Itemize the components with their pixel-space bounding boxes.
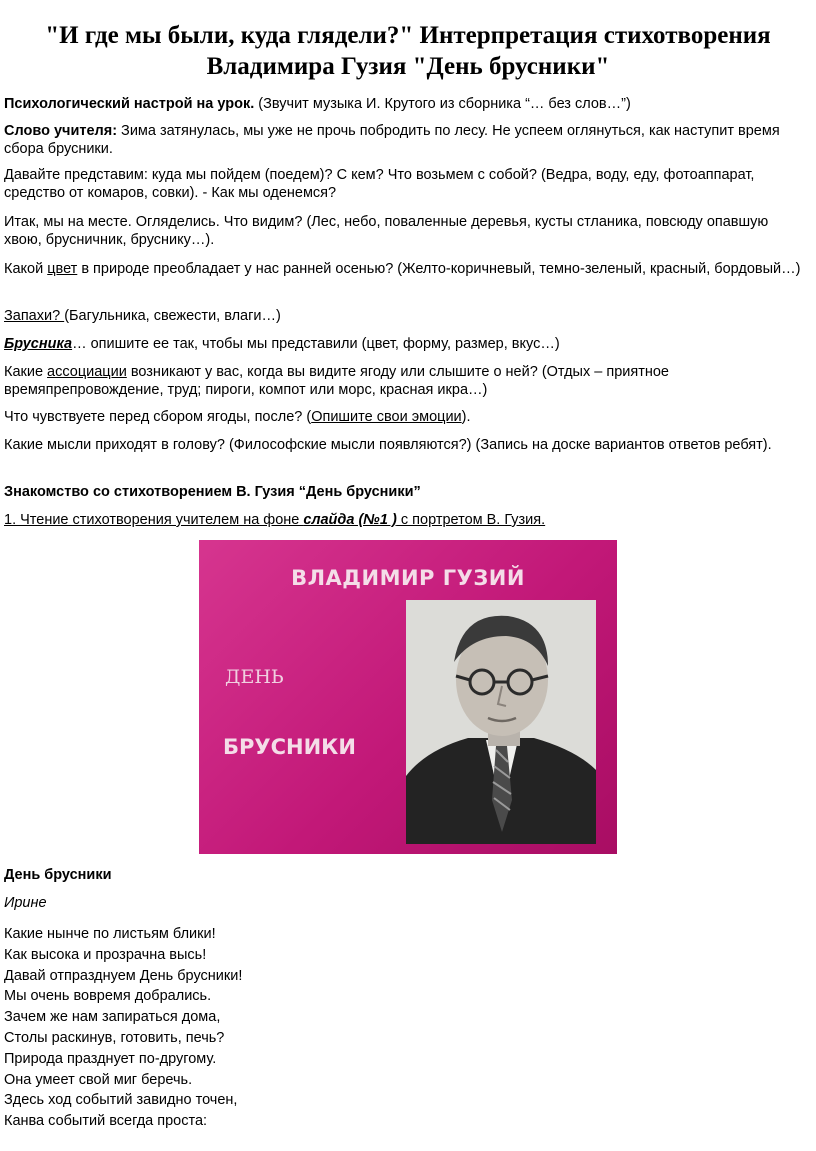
poem-line: Природа празднует по-другому. bbox=[4, 1050, 217, 1067]
berry-paragraph bbox=[4, 335, 804, 353]
color-paragraph bbox=[4, 260, 804, 278]
poem-dedication: Ирине bbox=[4, 895, 47, 911]
berry-word: Брусника bbox=[4, 336, 73, 352]
mood-paragraph bbox=[4, 95, 804, 113]
smells-word: Запахи? bbox=[4, 308, 65, 324]
color-post: в природе преобладает у нас ранней осенью? (Желто-коричневый, темно-зеленый, красный, бордовый…) bbox=[77, 261, 801, 277]
poem-line: Она умеет свой миг беречь. bbox=[4, 1071, 193, 1088]
poem-title: День брусники bbox=[4, 867, 112, 883]
assoc-post: возникают у вас, когда вы видите ягоду или слышите о ней? (Отдых – приятное времяпрепровождение, труд; пироги, компот или морс, красная икра…) bbox=[4, 364, 669, 398]
feel-pre: Что чувствуете перед сбором ягоды, после? ( bbox=[4, 409, 312, 425]
smells-paragraph bbox=[4, 307, 804, 325]
slide-author: ВЛАДИМИР ГУЗИЙ bbox=[291, 566, 525, 590]
feelings-paragraph bbox=[4, 408, 804, 426]
arrived-paragraph: Итак, мы на месте. Огляделись. Что видим? (Лес, небо, поваленные деревья, кусты стланика, повсюду опавшую хвою, брусничник, бруснику…). bbox=[4, 214, 769, 248]
feel-post: ). bbox=[461, 409, 471, 425]
imagine-paragraph: Давайте представим: куда мы пойдем (поедем)? С кем? Что возьмем с собой? (Ведра, воду, еду, фотоаппарат, средство от комаров, совки). - Как мы оденемся? bbox=[4, 167, 755, 201]
author-portrait bbox=[406, 600, 596, 844]
feel-link: Опишите свои эмоции bbox=[311, 409, 462, 425]
reading-paragraph bbox=[4, 511, 804, 529]
poem-text bbox=[4, 924, 604, 1132]
mood-label: Психологический настрой на урок. bbox=[4, 96, 255, 112]
poem-line: Столы раскинув, готовить, печь? bbox=[4, 1029, 225, 1046]
poem-line: Зачем же нам запираться дома, bbox=[4, 1009, 221, 1026]
page-title bbox=[0, 20, 816, 82]
portrait-illustration bbox=[406, 600, 596, 844]
poem-line: Мы очень вовремя добрались. bbox=[4, 988, 212, 1005]
slide-word-day: ДЕНЬ bbox=[225, 666, 284, 688]
reading-post: с портретом В. Гузия. bbox=[396, 512, 546, 528]
poem-line: Канва событий всегда проста: bbox=[4, 1113, 208, 1130]
intro-heading: Знакомство со стихотворением В. Гузия “День брусники” bbox=[4, 484, 421, 500]
poem-line: Какие нынче по листьям блики! bbox=[4, 926, 216, 942]
poem-line: Давай отпразднуем День брусники! bbox=[4, 967, 243, 984]
assoc-pre: Какие bbox=[4, 364, 48, 380]
slide-image bbox=[199, 540, 617, 854]
associations-paragraph bbox=[4, 363, 804, 399]
assoc-word: ассоциации bbox=[47, 364, 127, 380]
color-pre: Какой bbox=[4, 261, 48, 277]
teacher-paragraph bbox=[4, 122, 804, 158]
smells-post: (Багульника, свежести, влаги…) bbox=[64, 308, 281, 324]
mood-text: (Звучит музыка И. Крутого из сборника “… без слов…”) bbox=[254, 96, 631, 112]
reading-slide: слайда (№1 ) bbox=[303, 512, 397, 528]
reading-pre: 1. Чтение стихотворения учителем на фоне bbox=[4, 512, 304, 528]
poem-line: Как высока и прозрачна высь! bbox=[4, 946, 207, 963]
title-line-2: Владимира Гузия "День брусники" bbox=[206, 53, 610, 80]
color-word: цвет bbox=[47, 261, 78, 277]
berry-post: … опишите ее так, чтобы мы представили (цвет, форму, размер, вкус…) bbox=[72, 336, 560, 352]
poem-line: Здесь ход событий завидно точен, bbox=[4, 1092, 238, 1109]
slide-word-lingonberry: БРУСНИКИ bbox=[223, 735, 356, 759]
teacher-label: Слово учителя: bbox=[4, 123, 118, 139]
title-line-1: "И где мы были, куда глядели?" Интерпретация стихотворения bbox=[45, 22, 771, 49]
thoughts-paragraph: Какие мысли приходят в голову? (Философские мысли появляются?) (Запись на доске вариантов ответов ребят). bbox=[4, 437, 772, 453]
teacher-text: Зима затянулась, мы уже не прочь побродить по лесу. Не успеем оглянуться, как наступит время сбора брусники. bbox=[4, 123, 780, 157]
